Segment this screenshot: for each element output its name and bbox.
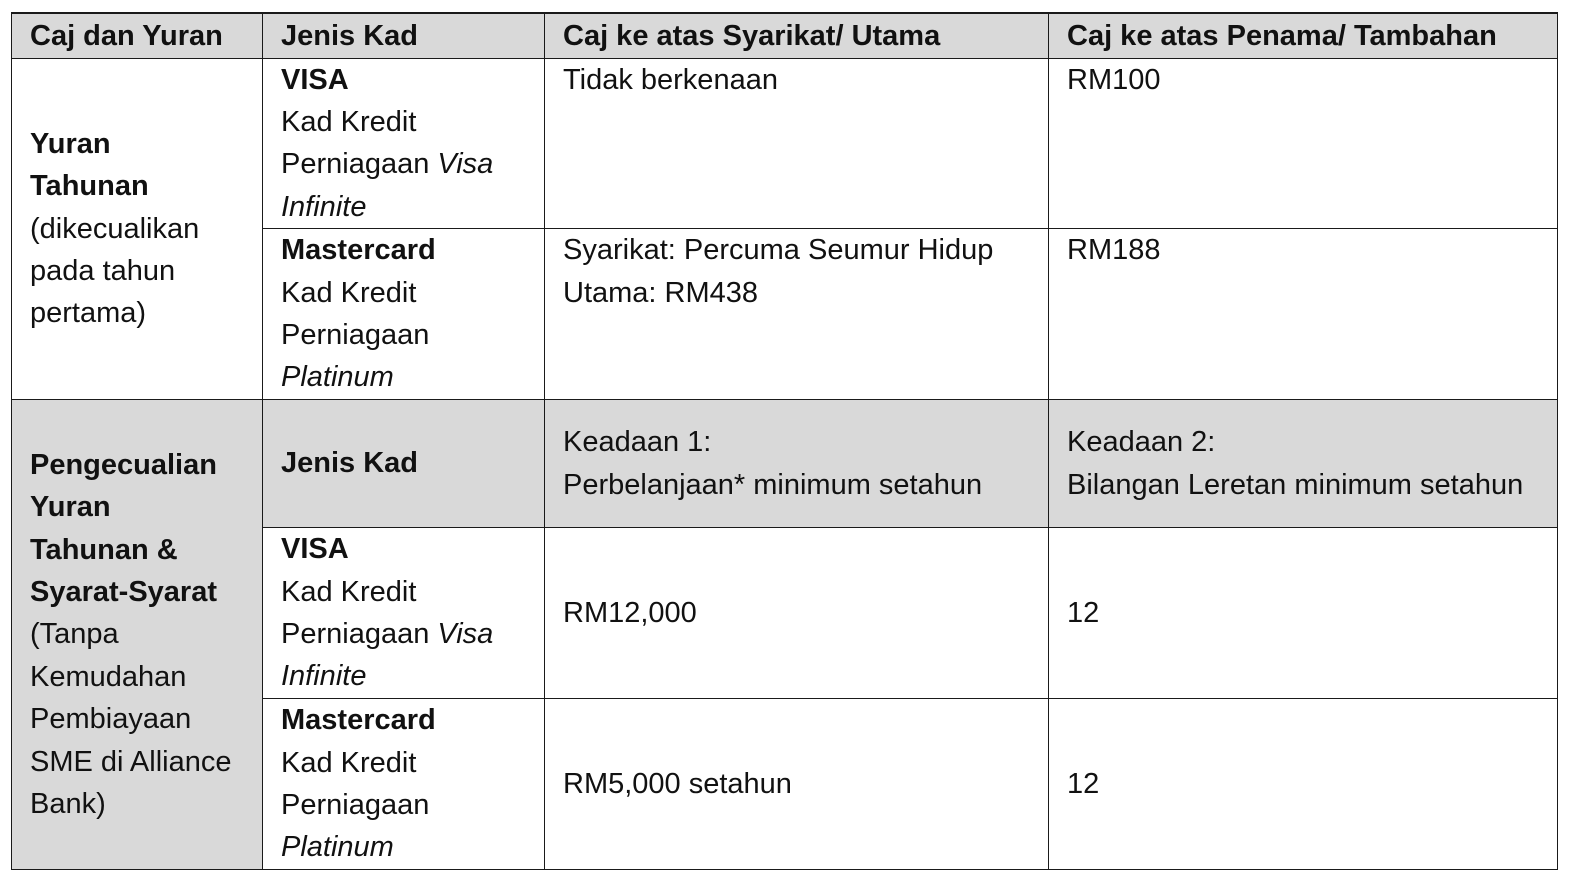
header-charges-fees: Caj dan Yuran [12,13,263,58]
annual-fee-label-note: (dikecualikan pada tahun pertama) [30,212,200,330]
waiver-visa-card-cell [263,528,545,699]
card-brand: VISA [281,63,349,96]
waiver-visa-condition-2: 12 [1049,528,1558,699]
primary-charge: Syarikat: Percuma Seumur Hidup [563,234,994,267]
waiver-visa-condition-1: RM12,000 [545,528,1049,699]
waiver-label-bold: Tahunan & [30,533,178,566]
subheader-condition-1 [545,400,1049,528]
header-company-primary: Caj ke atas Syarikat/ Utama [545,13,1049,58]
card-name-italic: Visa [437,617,494,650]
card-name-line: Kad Kredit [281,746,417,779]
card-name-line: Perniagaan [281,318,430,351]
condition-2-title: Keadaan 2: [1067,426,1216,459]
waiver-label-bold: Yuran [30,491,111,524]
card-name-line: Perniagaan [281,788,430,821]
table-header-row [12,13,1558,58]
annual-fee-label-cell [12,58,263,400]
card-name-line: Kad Kredit [281,105,417,138]
fees-table [11,12,1558,870]
table-subheader-row [12,400,1558,528]
annual-fee-label-bold-2: Tahunan [30,170,149,203]
annual-visa-primary-cell [545,58,1049,229]
condition-1-title: Keadaan 1: [563,426,712,459]
condition-2-desc: Bilangan Leretan minimum setahun [1067,468,1524,501]
card-name-italic: Infinite [281,660,367,693]
waiver-label-cell [12,400,263,870]
waiver-label-bold: Syarat-Syarat [30,576,217,609]
primary-charge: Tidak berkenaan [563,63,778,96]
primary-charge: Utama: RM438 [563,276,759,309]
supplementary-charge: RM188 [1067,234,1161,267]
card-brand: VISA [281,533,349,566]
subheader-card-type: Jenis Kad [263,400,545,528]
waiver-mastercard-condition-2: 12 [1049,699,1558,870]
annual-fee-label-bold-1: Yuran [30,127,111,160]
condition-1-desc: Perbelanjaan* minimum setahun [563,468,983,501]
waiver-label-note: (Tanpa Kemudahan Pembiayaan SME di Alliance Bank) [30,618,232,821]
card-name-italic: Visa [437,148,494,181]
card-name-italic: Platinum [281,831,394,864]
header-card-type: Jenis Kad [263,13,545,58]
card-name-italic: Platinum [281,361,394,394]
card-name-line: Perniagaan [281,148,438,181]
waiver-label-bold: Pengecualian [30,448,217,481]
header-nominee-supplementary: Caj ke atas Penama/ Tambahan [1049,13,1558,58]
card-name-italic: Infinite [281,190,367,223]
annual-mastercard-primary-cell [545,229,1049,400]
annual-visa-supplementary-cell [1049,58,1558,229]
waiver-mastercard-condition-1: RM5,000 setahun [545,699,1049,870]
table-row [12,58,1558,229]
card-brand: Mastercard [281,704,436,737]
supplementary-charge: RM100 [1067,63,1161,96]
waiver-mastercard-card-cell [263,699,545,870]
card-brand: Mastercard [281,234,436,267]
annual-mastercard-supplementary-cell [1049,229,1558,400]
card-name-line: Kad Kredit [281,575,417,608]
annual-mastercard-card-cell [263,229,545,400]
annual-visa-card-cell [263,58,545,229]
card-name-line: Perniagaan [281,617,438,650]
subheader-condition-2 [1049,400,1558,528]
card-name-line: Kad Kredit [281,276,417,309]
